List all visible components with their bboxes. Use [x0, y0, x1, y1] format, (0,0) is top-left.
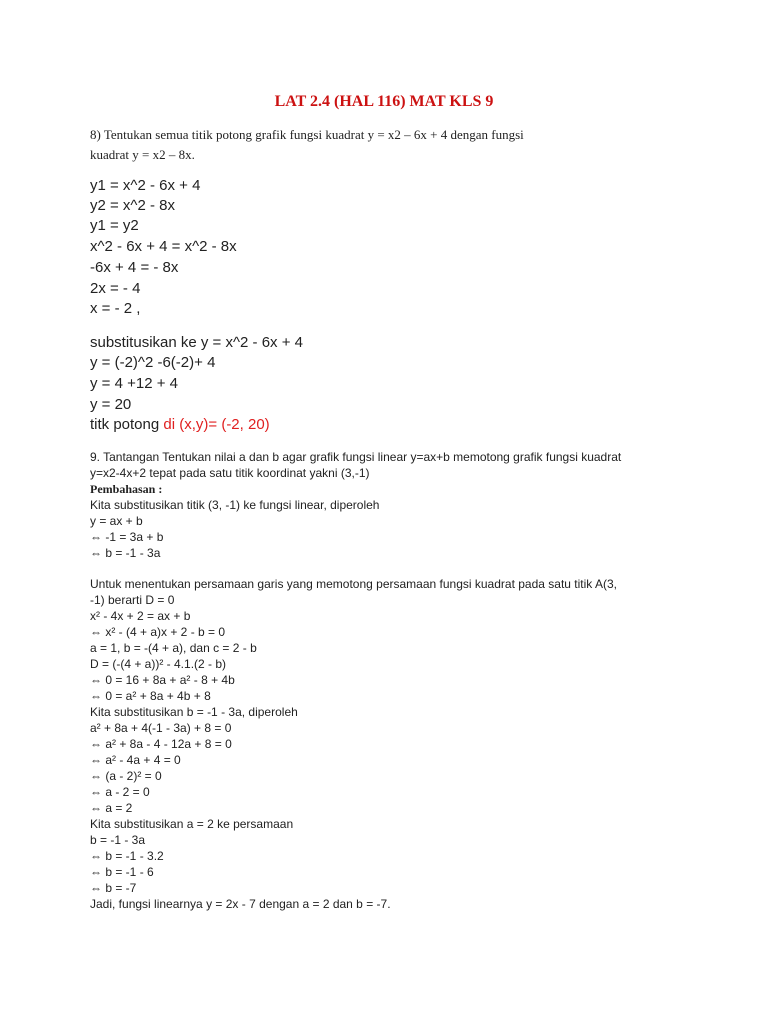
q9-line: ⇔ b = -1 - 3a: [90, 546, 161, 560]
q8-substitution-step: y = 4 +12 + 4: [90, 375, 178, 392]
q8-question-line2: kuadrat y = x2 – 8x.: [90, 147, 195, 162]
q9-question-line1: 9. Tantangan Tentukan nilai a dan b agar grafik fungsi linear y=ax+b memotong grafik fungsi kuadrat: [90, 450, 622, 464]
q9-line: x² - 4x + 2 = ax + b: [90, 609, 191, 623]
q9-line: ⇔ 0 = 16 + 8a + a² - 8 + 4b: [90, 673, 235, 687]
q8-step: y2 = x^2 - 8x: [90, 197, 175, 214]
q9-question-line2: y=x2-4x+2 tepat pada satu titik koordinat yakni (3,-1): [90, 466, 370, 480]
q8-answer-highlight: di (x,y)= (-2, 20): [163, 416, 270, 433]
page-title: LAT 2.4 (HAL 116) MAT KLS 9: [274, 93, 494, 110]
q9-line: ⇔ a - 2 = 0: [90, 785, 150, 799]
q8-substitution-step: y = 20: [90, 396, 132, 413]
q8-question-line1: 8) Tentukan semua titik potong grafik fungsi kuadrat y = x2 – 6x + 4 dengan fungsi: [90, 127, 524, 142]
q9-line: a² + 8a + 4(-1 - 3a) + 8 = 0: [90, 721, 232, 735]
q8-step: y1 = y2: [90, 217, 139, 234]
q9-line: ⇔ b = -7: [90, 881, 137, 895]
q8-substitution-step: y = (-2)^2 -6(-2)+ 4: [90, 354, 216, 371]
q8-step: 2x = - 4: [90, 280, 141, 297]
q9-line: ⇔ b = -1 - 6: [90, 865, 154, 879]
q9-line: Untuk menentukan persamaan garis yang memotong persamaan fungsi kuadrat pada satu titik A(3,: [90, 577, 617, 591]
q8-step: -6x + 4 = - 8x: [90, 259, 179, 276]
q9-line: ⇔ -1 = 3a + b: [90, 530, 164, 544]
q9-line: -1) berarti D = 0: [90, 593, 175, 607]
q8-step: x = - 2 ,: [90, 300, 141, 317]
q9-line: ⇔ a² + 8a - 4 - 12a + 8 = 0: [90, 737, 232, 751]
q9-line: Kita substitusikan a = 2 ke persamaan: [90, 817, 294, 831]
q9-line: ⇔ a = 2: [90, 801, 133, 815]
q8-substitution-step: substitusikan ke y = x^2 - 6x + 4: [90, 334, 303, 351]
q9-line: y = ax + b: [90, 514, 143, 528]
q9-line: ⇔ (a - 2)² = 0: [90, 769, 162, 783]
q9-line: Kita substitusikan b = -1 - 3a, diperoleh: [90, 705, 298, 719]
q9-line: ⇔ x² - (4 + a)x + 2 - b = 0: [90, 625, 226, 639]
q9-line: ⇔ 0 = a² + 8a + 4b + 8: [90, 689, 211, 703]
q8-answer: [90, 415, 270, 435]
q9-heading: Pembahasan :: [90, 482, 163, 496]
q8-step: x^2 - 6x + 4 = x^2 - 8x: [90, 238, 237, 255]
q9-line: b = -1 - 3a: [90, 833, 146, 847]
q9-conclusion: Jadi, fungsi linearnya y = 2x - 7 dengan a = 2 dan b = -7.: [90, 897, 391, 911]
q8-step: y1 = x^2 - 6x + 4: [90, 177, 201, 194]
q9-line: a = 1, b = -(4 + a), dan c = 2 - b: [90, 641, 257, 655]
q9-line: Kita substitusikan titik (3, -1) ke fungsi linear, diperoleh: [90, 498, 380, 512]
q9-line: ⇔ a² - 4a + 4 = 0: [90, 753, 181, 767]
q9-line: ⇔ b = -1 - 3.2: [90, 849, 164, 863]
q8-answer-prefix: titk potong: [90, 416, 164, 433]
q9-line: D = (-(4 + a))² - 4.1.(2 - b): [90, 657, 227, 671]
